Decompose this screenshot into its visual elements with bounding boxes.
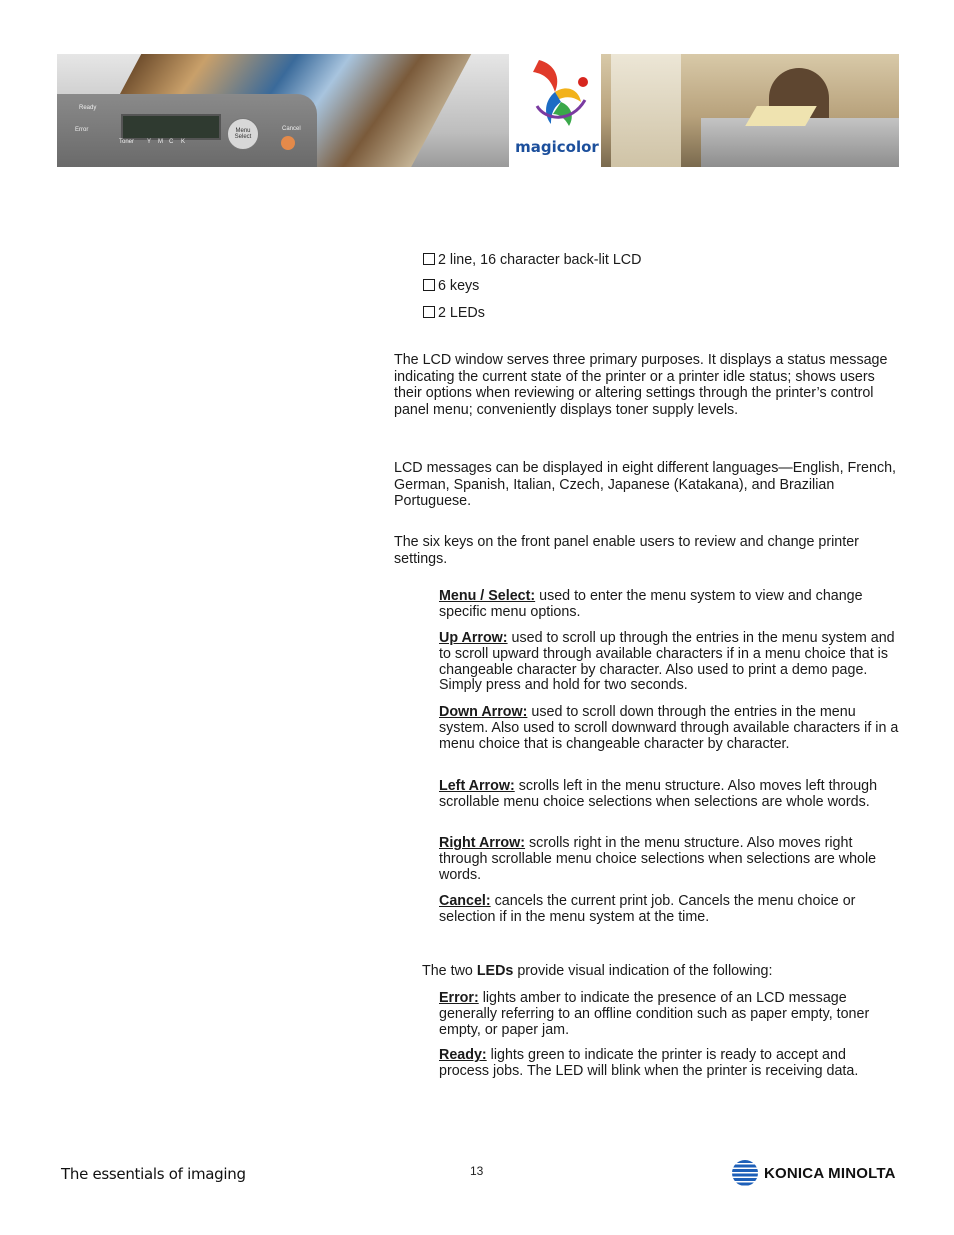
key-term: Up Arrow: — [439, 630, 508, 646]
toner-k-label: K — [181, 139, 186, 145]
lcd-display — [121, 114, 221, 140]
feature-item-lcd — [423, 252, 641, 268]
checkbox-icon — [423, 306, 435, 318]
lcd-purpose-paragraph: The LCD window serves three primary purposes. It displays a status message indicating the current state of the printer or a printer idle status; shows users their options when reviewing or altering settings through the printer’s control panel menu; conveniently displays toner supply levels. — [394, 352, 888, 418]
languages-paragraph: LCD messages can be displayed in eight different languages—English, French, German, Spanish, Italian, Czech, Japanese (Katakana), and Brazilian Portuguese. — [394, 460, 897, 509]
key-desc: used to enter the menu system to view and change specific menu options. — [439, 588, 863, 620]
led-description-error — [439, 991, 899, 1038]
header-banner — [57, 54, 899, 167]
window — [611, 54, 681, 167]
keys-intro-paragraph: The six keys on the front panel enable users to review and change printer settings. — [394, 534, 859, 567]
toner-y-label: Y — [147, 139, 152, 145]
magicolor-brand: magicolor — [515, 138, 599, 156]
key-description-down-arrow — [439, 705, 899, 752]
key-description-cancel — [439, 894, 899, 926]
key-description-right-arrow — [439, 836, 899, 883]
checkbox-icon — [423, 279, 435, 291]
leds-intro-bold: LEDs — [476, 963, 514, 979]
feature-item-leds — [423, 305, 485, 321]
feature-item-keys — [423, 278, 479, 294]
key-desc: used to scroll up through the entries in the menu system and to scroll upward through available characters if in a menu choice that is changeable character by character. Also used to print a demo page. Simply press and hold for two seconds. — [439, 630, 895, 694]
page-number: 13 — [470, 1164, 484, 1178]
menu-select-key — [227, 118, 259, 150]
magicolor-logo — [515, 54, 599, 167]
leds-intro-after: provide visual indication of the following: — [513, 963, 773, 979]
leds-intro-before: The two — [422, 963, 477, 979]
leds-intro-paragraph — [422, 963, 902, 980]
menu-select-key-label: Menu Select — [234, 128, 252, 140]
key-desc: used to scroll down through the entries in the menu system. Also used to scroll downward through available characters if in a menu choice that is changeable character by character. — [439, 704, 899, 752]
office-printer-photo — [601, 54, 899, 167]
footer-tagline: The essentials of imaging — [61, 1165, 246, 1183]
ready-led-label: Ready — [79, 105, 97, 111]
key-term: Left Arrow: — [439, 778, 515, 794]
feature-text: 2 LEDs — [438, 305, 485, 321]
cancel-key-label: Cancel — [282, 126, 301, 132]
feature-text: 2 line, 16 character back-lit LCD — [438, 252, 642, 268]
cancel-key — [281, 136, 295, 150]
toner-label: Toner — [119, 139, 135, 145]
key-desc: scrolls right in the menu structure. Also moves right through scrollable menu choice selections when selections are whole words. — [439, 835, 877, 883]
key-term: Cancel: — [439, 893, 491, 909]
company-name: KONICA MINOLTA — [764, 1165, 896, 1182]
key-term: Down Arrow: — [439, 704, 528, 720]
key-desc: cancels the current print job. Cancels the menu choice or selection if in the menu system at the time. — [439, 893, 856, 925]
key-description-menu-select — [439, 589, 899, 621]
key-description-left-arrow — [439, 779, 899, 811]
checkbox-icon — [423, 253, 435, 265]
magicolor-swirl-icon — [515, 54, 599, 138]
toner-c-label: C — [169, 139, 174, 145]
led-term: Ready: — [439, 1047, 487, 1063]
toner-m-label: M — [158, 139, 163, 145]
key-description-up-arrow — [439, 631, 899, 694]
printed-pages — [745, 106, 817, 126]
konica-minolta-globe-icon — [732, 1160, 758, 1186]
led-description-ready — [439, 1048, 899, 1080]
led-desc: lights amber to indicate the presence of an LCD message generally referring to an offline condition such as paper empty, toner empty, or paper jam. — [439, 990, 870, 1038]
key-term: Menu / Select: — [439, 588, 536, 604]
error-led-label: Error — [75, 127, 89, 133]
feature-text: 6 keys — [438, 278, 480, 294]
key-desc: scrolls left in the menu structure. Also moves left through scrollable menu choice selections when selections are whole words. — [439, 778, 878, 810]
key-term: Right Arrow: — [439, 835, 526, 851]
led-desc: lights green to indicate the printer is ready to accept and process jobs. The LED will blink when the printer is receiving data. — [439, 1047, 859, 1079]
printer-control-panel-photo — [57, 54, 509, 167]
led-term: Error: — [439, 990, 479, 1006]
